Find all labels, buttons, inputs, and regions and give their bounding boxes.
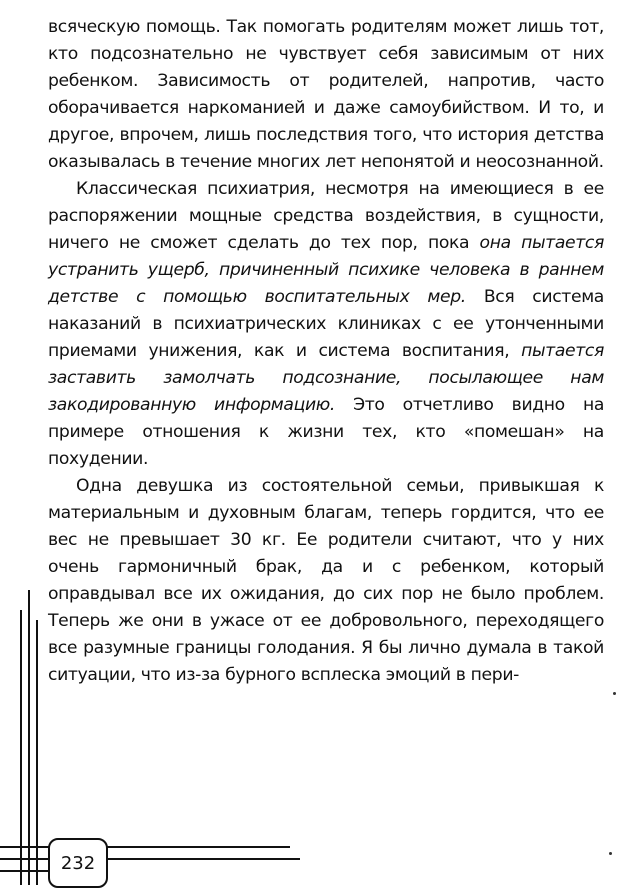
paragraph-3 [48, 473, 604, 689]
page-number-label: 232 [60, 852, 96, 874]
text-run: Одна девушка из состоятельной семьи, привыкшая к материальным и духовным благам, теперь гордится, что ее вес не превышает 30 кг. Ее родители считают, что у них очень гармоничный брак, да и с ребенком, который оправдывал все их ожидания, до сих пор не было проблем. Теперь же они в ужасе от ее добровольного, переходящего все разумные границы голодания. Я бы лично думала в такой ситуации, что из-за бурного всплеска эмоций в пери- [48, 476, 604, 685]
text-run: всяческую помощь. Так помогать родителям может лишь тот, кто подсознательно не чувствует себя зависимым от них ребенком. Зависимость от родителей, напротив, часто оборачивается наркоманией и даже самоубийством. И то, и другое, впрочем, лишь последствия того, что история детства оказывалась в течение многих лет непонятой и неосознанной. [48, 17, 604, 172]
scan-speck [613, 692, 616, 695]
italic-text-run: пытается заставить замолчать подсознание, посылающее нам закодированную информацию. [48, 341, 604, 415]
text-run: Вся система наказаний в психиатрических клиниках с ее утонченными приемами унижения, как и система воспитания, [48, 287, 604, 361]
italic-text-run: она пытается устранить ущерб, причиненный психике человека в раннем детстве с помощью воспитательных мер. [48, 233, 604, 307]
paragraph-1 [48, 14, 604, 176]
page-body-text [48, 14, 604, 689]
page-number [48, 838, 108, 888]
text-run: Это отчетливо видно на примере отношения к жизни тех, кто «помешан» на похудении. [48, 395, 605, 469]
paragraph-2 [48, 176, 604, 473]
text-run: Классическая психиатрия, несмотря на имеющиеся в ее распоряжении мощные средства воздействия, в сущности, ничего не сможет сделать до тех пор, пока [48, 179, 604, 253]
scan-speck [609, 852, 612, 855]
